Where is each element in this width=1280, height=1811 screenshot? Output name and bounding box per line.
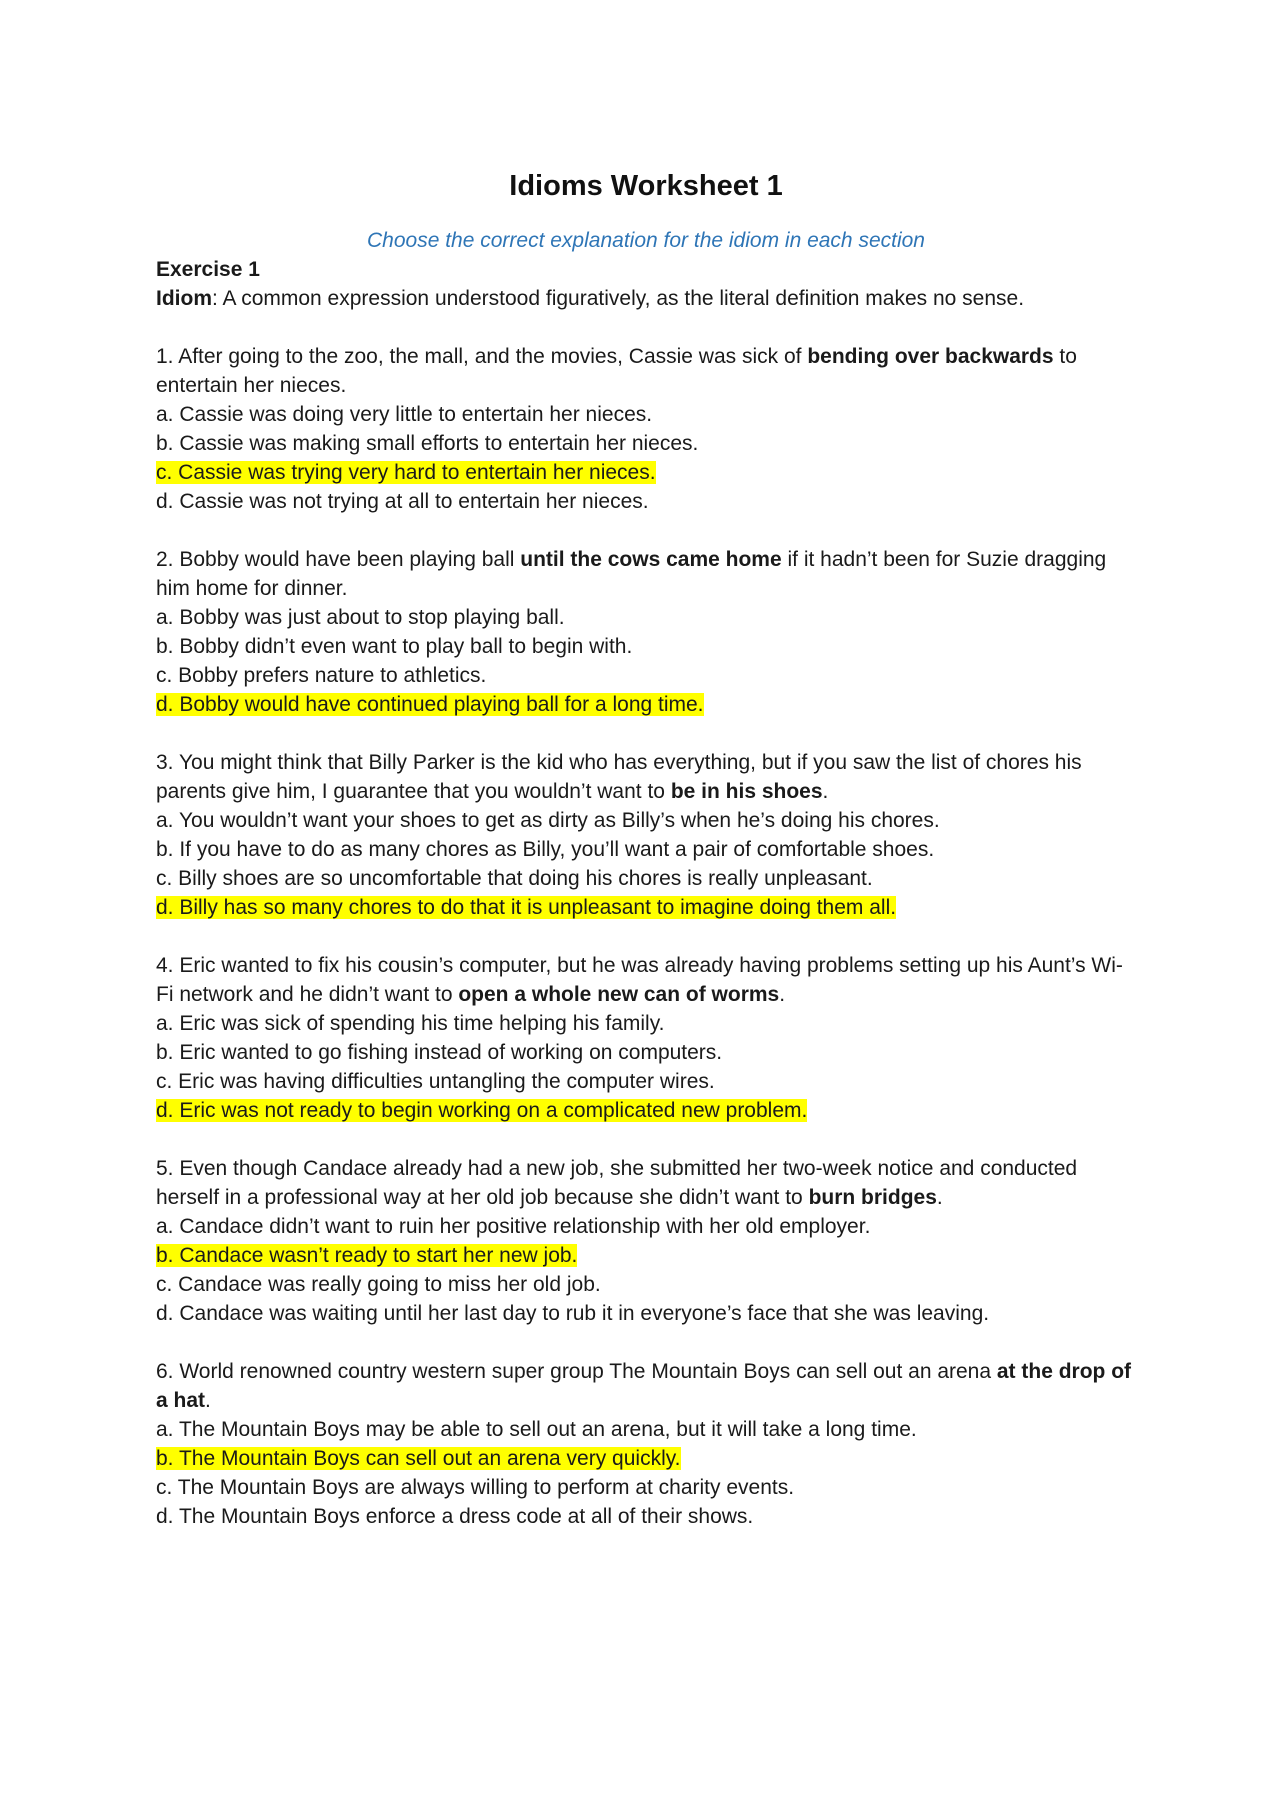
answer-text: a. Cassie was doing very little to entertain her nieces. bbox=[156, 403, 653, 426]
question-text bbox=[156, 951, 1136, 1009]
question-text bbox=[156, 1154, 1136, 1212]
answer-option bbox=[156, 893, 1136, 922]
question-suffix: to entertain her nieces. bbox=[156, 345, 1077, 397]
answer-option bbox=[156, 1270, 1136, 1299]
question-prefix: 1. After going to the zoo, the mall, and the movies, Cassie was sick of bbox=[156, 345, 808, 368]
question-block bbox=[156, 1154, 1136, 1328]
answer-option bbox=[156, 1444, 1136, 1473]
answer-option bbox=[156, 1473, 1136, 1502]
question-prefix: 3. You might think that Billy Parker is the kid who has everything, but if you saw the list of chores his parents give him, I guarantee that you wouldn’t want to bbox=[156, 751, 1082, 803]
answer-text: d. Cassie was not trying at all to entertain her nieces. bbox=[156, 490, 649, 513]
answer-option bbox=[156, 1096, 1136, 1125]
answer-text: d. Candace was waiting until her last day to rub it in everyone’s face that she was leaving. bbox=[156, 1302, 990, 1325]
question-text bbox=[156, 545, 1136, 603]
question-suffix: if it hadn’t been for Suzie dragging him home for dinner. bbox=[156, 548, 1107, 600]
answer-option bbox=[156, 1502, 1136, 1531]
answer-text: c. The Mountain Boys are always willing to perform at charity events. bbox=[156, 1476, 795, 1499]
question-idiom: bending over backwards bbox=[807, 345, 1054, 368]
question-list bbox=[156, 342, 1136, 1531]
question-block bbox=[156, 951, 1136, 1125]
answer-option bbox=[156, 487, 1136, 516]
question-prefix: 2. Bobby would have been playing ball bbox=[156, 548, 521, 571]
answer-option bbox=[156, 632, 1136, 661]
answer-option bbox=[156, 661, 1136, 690]
exercise-label: Exercise 1 bbox=[156, 258, 260, 281]
answer-option bbox=[156, 400, 1136, 429]
question-block bbox=[156, 748, 1136, 922]
question-block bbox=[156, 545, 1136, 719]
question-prefix: 4. Eric wanted to fix his cousin’s computer, but he was already having problems setting up his Aunt’s Wi-Fi network and he didn’t want to bbox=[156, 954, 1123, 1006]
answer-option bbox=[156, 864, 1136, 893]
worksheet-page bbox=[156, 160, 1136, 1560]
highlighted-answer: b. The Mountain Boys can sell out an arena very quickly. bbox=[156, 1447, 681, 1470]
answer-option bbox=[156, 458, 1136, 487]
question-prefix: 5. Even though Candace already had a new job, she submitted her two-week notice and conducted herself in a professional way at her old job because she didn’t want to bbox=[156, 1157, 1078, 1209]
answer-text: b. Cassie was making small efforts to entertain her nieces. bbox=[156, 432, 699, 455]
question-suffix: . bbox=[205, 1389, 211, 1412]
question-idiom: be in his shoes bbox=[670, 780, 823, 803]
question-idiom: at the drop of a hat bbox=[156, 1360, 1132, 1412]
question-prefix: 6. World renowned country western super group The Mountain Boys can sell out an arena bbox=[156, 1360, 997, 1383]
instruction-text: Choose the correct explanation for the idiom in each section bbox=[367, 229, 925, 252]
answer-option bbox=[156, 1038, 1136, 1067]
answer-text: a. Candace didn’t want to ruin her positive relationship with her old employer. bbox=[156, 1215, 871, 1238]
idiom-definition bbox=[156, 284, 1136, 313]
spacer bbox=[156, 313, 1136, 342]
answer-option bbox=[156, 1067, 1136, 1096]
question-suffix: . bbox=[936, 1186, 943, 1209]
answer-text: b. If you have to do as many chores as Billy, you’ll want a pair of comfortable shoes. bbox=[156, 838, 935, 861]
highlighted-answer: b. Candace wasn’t ready to start her new job. bbox=[156, 1244, 578, 1267]
answer-text: d. The Mountain Boys enforce a dress code at all of their shows. bbox=[156, 1505, 754, 1528]
answer-option bbox=[156, 1212, 1136, 1241]
answer-option bbox=[156, 806, 1136, 835]
answer-text: b. Eric wanted to go fishing instead of working on computers. bbox=[156, 1041, 723, 1064]
question-suffix: . bbox=[822, 780, 829, 803]
answer-option bbox=[156, 1299, 1136, 1328]
answer-text: a. Bobby was just about to stop playing ball. bbox=[156, 606, 565, 629]
highlighted-answer: d. Eric was not ready to begin working on a complicated new problem. bbox=[156, 1099, 808, 1122]
answer-text: c. Billy shoes are so uncomfortable that doing his chores is really unpleasant. bbox=[156, 867, 873, 890]
answer-option bbox=[156, 429, 1136, 458]
question-suffix: . bbox=[779, 983, 786, 1006]
question-idiom: open a whole new can of worms bbox=[458, 983, 780, 1006]
question-idiom: until the cows came home bbox=[520, 548, 782, 571]
answer-text: c. Bobby prefers nature to athletics. bbox=[156, 664, 487, 687]
page-title: Idioms Worksheet 1 bbox=[509, 170, 783, 202]
answer-text: b. Bobby didn’t even want to play ball to begin with. bbox=[156, 635, 633, 658]
answer-option bbox=[156, 690, 1136, 719]
question-text bbox=[156, 342, 1136, 400]
definition-term: Idiom bbox=[156, 287, 212, 310]
answer-option bbox=[156, 1009, 1136, 1038]
highlighted-answer: c. Cassie was trying very hard to entertain her nieces. bbox=[156, 461, 656, 484]
highlighted-answer: d. Billy has so many chores to do that it is unpleasant to imagine doing them all. bbox=[156, 896, 897, 919]
answer-option bbox=[156, 1415, 1136, 1444]
question-block bbox=[156, 1357, 1136, 1531]
question-idiom: burn bridges bbox=[808, 1186, 937, 1209]
question-text bbox=[156, 748, 1136, 806]
question-text bbox=[156, 1357, 1136, 1415]
highlighted-answer: d. Bobby would have continued playing ball for a long time. bbox=[156, 693, 704, 716]
answer-text: a. You wouldn’t want your shoes to get as dirty as Billy’s when he’s doing his chores. bbox=[156, 809, 940, 832]
answer-option bbox=[156, 1241, 1136, 1270]
question-block bbox=[156, 342, 1136, 516]
answer-option bbox=[156, 835, 1136, 864]
answer-option bbox=[156, 603, 1136, 632]
answer-text: c. Candace was really going to miss her old job. bbox=[156, 1273, 601, 1296]
definition-text: : A common expression understood figuratively, as the literal definition makes no sense. bbox=[212, 287, 1025, 310]
answer-text: c. Eric was having difficulties untangling the computer wires. bbox=[156, 1070, 715, 1093]
answer-text: a. The Mountain Boys may be able to sell out an arena, but it will take a long time. bbox=[156, 1418, 917, 1441]
answer-text: a. Eric was sick of spending his time helping his family. bbox=[156, 1012, 665, 1035]
